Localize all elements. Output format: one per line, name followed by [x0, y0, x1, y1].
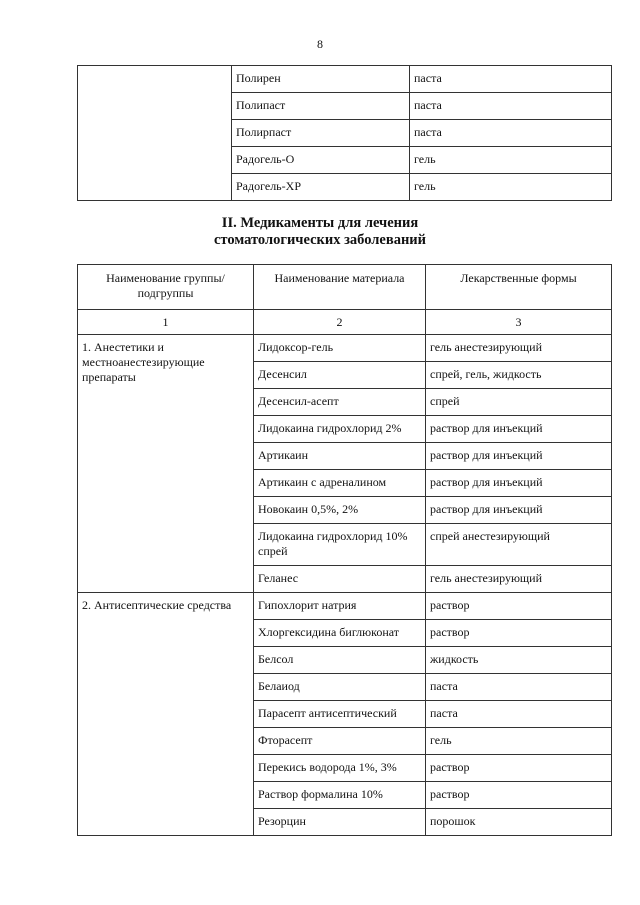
column-number: 1 — [78, 310, 254, 335]
column-number-row — [78, 310, 612, 335]
column-number: 3 — [426, 310, 612, 335]
material-form: паста — [410, 120, 612, 147]
material-name: Лидокаина гидрохлорид 10% спрей — [254, 524, 426, 566]
material-form: раствор для инъекций — [426, 416, 612, 443]
material-name: Лидоксор-гель — [254, 335, 426, 362]
material-name: Артикаин с адреналином — [254, 470, 426, 497]
table-row — [78, 66, 612, 93]
column-header: Наименование группы/подгруппы — [78, 265, 254, 310]
material-name: Геланес — [254, 566, 426, 593]
material-form: паста — [426, 701, 612, 728]
group-name-anesthetics: 1. Анестетики и местноанестезирующие препараты — [78, 335, 254, 593]
material-name: Артикаин — [254, 443, 426, 470]
material-form: паста — [410, 93, 612, 120]
material-form: порошок — [426, 809, 612, 836]
material-form: раствор — [426, 593, 612, 620]
material-form: спрей анестезирующий — [426, 524, 612, 566]
column-header: Лекарственные формы — [426, 265, 612, 310]
table-header-row — [78, 265, 612, 310]
material-name: Резорцин — [254, 809, 426, 836]
material-form: раствор — [426, 755, 612, 782]
material-name: Радогель-ХР — [232, 174, 410, 201]
continued-materials-table — [77, 65, 612, 201]
material-form: гель — [410, 147, 612, 174]
material-name: Новокаин 0,5%, 2% — [254, 497, 426, 524]
material-form: гель анестезирующий — [426, 566, 612, 593]
material-name: Полипаст — [232, 93, 410, 120]
material-form: раствор — [426, 782, 612, 809]
material-name: Белаиод — [254, 674, 426, 701]
column-number: 2 — [254, 310, 426, 335]
material-name: Перекись водорода 1%, 3% — [254, 755, 426, 782]
table-row — [78, 593, 612, 620]
material-name: Десенсил — [254, 362, 426, 389]
material-form: спрей — [426, 389, 612, 416]
section-title-line: II. Медикаменты для лечения — [221, 215, 419, 231]
material-name: Радогель-О — [232, 147, 410, 174]
material-form: гель — [410, 174, 612, 201]
material-name: Фторасепт — [254, 728, 426, 755]
material-form: гель — [426, 728, 612, 755]
group-cell-continued — [78, 66, 232, 201]
material-name: Хлоргексидина биглюконат — [254, 620, 426, 647]
material-name: Раствор формалина 10% — [254, 782, 426, 809]
material-name: Белсол — [254, 647, 426, 674]
section-title-line: стоматологических заболеваний — [213, 232, 427, 248]
medications-table — [77, 264, 612, 836]
material-form: жидкость — [426, 647, 612, 674]
material-form: гель анестезирующий — [426, 335, 612, 362]
material-name: Парасепт антисептический — [254, 701, 426, 728]
material-form: раствор — [426, 620, 612, 647]
table-row — [78, 335, 612, 362]
column-header: Наименование материала — [254, 265, 426, 310]
material-form: спрей, гель, жидкость — [426, 362, 612, 389]
material-form: паста — [410, 66, 612, 93]
material-form: паста — [426, 674, 612, 701]
material-form: раствор для инъекций — [426, 470, 612, 497]
material-name: Гипохлорит натрия — [254, 593, 426, 620]
material-name: Полирен — [232, 66, 410, 93]
material-form: раствор для инъекций — [426, 443, 612, 470]
section-title — [0, 215, 640, 249]
page-number: 8 — [317, 37, 323, 51]
group-name-antiseptics: 2. Антисептические средства — [78, 593, 254, 836]
material-name: Полирпаст — [232, 120, 410, 147]
material-name: Десенсил-асепт — [254, 389, 426, 416]
material-form: раствор для инъекций — [426, 497, 612, 524]
material-name: Лидокаина гидрохлорид 2% — [254, 416, 426, 443]
